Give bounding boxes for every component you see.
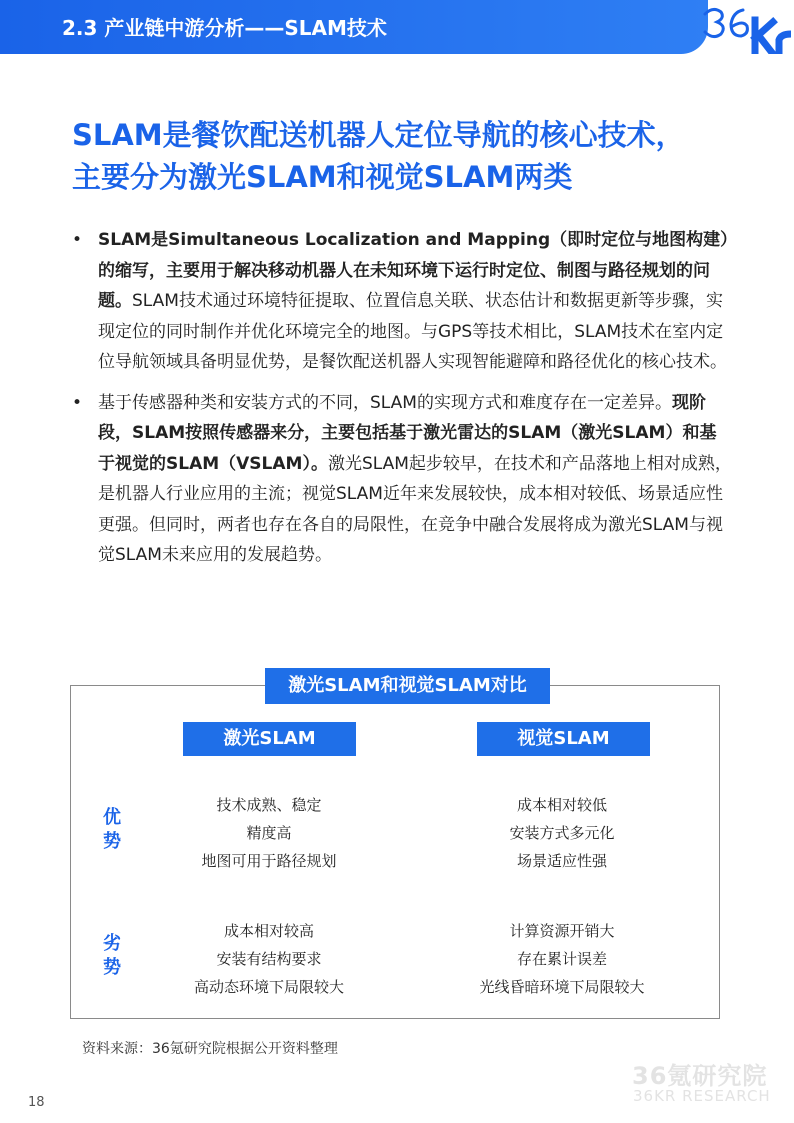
source-note: 资料来源：36氪研究院根据公开资料整理 bbox=[82, 1041, 338, 1057]
list-item: 成本相对较低 bbox=[516, 796, 607, 814]
row-label-advantages bbox=[100, 806, 124, 854]
36kr-logo bbox=[697, 0, 794, 54]
column-header-visual: 视觉SLAM bbox=[477, 722, 650, 756]
row-label-text: 劣势 bbox=[103, 933, 121, 978]
bullet-lead-text: 基于传感器种类和安装方式的不同，SLAM的实现方式和难度存在一定差异。 bbox=[98, 392, 672, 413]
bullet-item bbox=[72, 225, 732, 378]
headline-line-2: 主要分为激光SLAM和视觉SLAM两类 bbox=[72, 160, 573, 194]
page-number: 18 bbox=[28, 1095, 45, 1110]
cell-visual-disadvantages bbox=[447, 917, 677, 1001]
bullet-marker: • bbox=[72, 230, 83, 250]
watermark-cn: 36氪研究院 bbox=[632, 1062, 768, 1090]
bullet-text: SLAM技术通过环境特征提取、位置信息关联、状态估计和数据更新等步骤，实现定位的同时制作并优化环境完全的地图。与GPS等技术相比，SLAM技术在室内定位导航领域具备明显优势，是餐饮配送机器人实现智能避障和路径优化的核心技术。 bbox=[98, 291, 727, 372]
bullet-bold-text: SLAM是Simultaneous Localization and Mapping（即时定位与地图构建）的缩写，主要用于解决移动机器人在未知环境下运行时定位、制图与路径规划的问题。 bbox=[98, 230, 729, 311]
list-item: 地图可用于路径规划 bbox=[201, 852, 337, 870]
cell-visual-advantages bbox=[447, 791, 677, 875]
list-item: 安装方式多元化 bbox=[509, 824, 615, 842]
list-item: 光线昏暗环境下局限较大 bbox=[479, 978, 645, 996]
headline bbox=[72, 114, 752, 198]
row-label-text: 优势 bbox=[103, 807, 121, 852]
cell-laser-advantages bbox=[154, 791, 384, 875]
list-item: 成本相对较高 bbox=[223, 922, 314, 940]
column-header-laser: 激光SLAM bbox=[183, 722, 356, 756]
cell-laser-disadvantages bbox=[154, 917, 384, 1001]
bullet-text: 激光SLAM起步较早，在技术和产品落地上相对成熟，是机器人行业应用的主流；视觉SLAM近年来发展较快，成本相对较低、场景适应性更强。但同时，两者也存在各自的局限性，在竞争中融合发展将成为激光SLAM与视觉SLAM未来应用的发展趋势。 bbox=[98, 453, 732, 565]
row-label-disadvantages bbox=[100, 932, 124, 980]
bullet-bold-text: 现阶段，SLAM按照传感器来分，主要包括基于激光雷达的SLAM（激光SLAM）和基于视觉的SLAM（VSLAM）。 bbox=[98, 392, 717, 474]
list-item: 高动态环境下局限较大 bbox=[193, 978, 344, 996]
comparison-title: 激光SLAM和视觉SLAM对比 bbox=[265, 668, 550, 704]
list-item: 存在累计误差 bbox=[516, 950, 607, 968]
list-item: 精度高 bbox=[246, 824, 292, 842]
bullet-list bbox=[72, 225, 732, 581]
list-item: 安装有结构要求 bbox=[216, 950, 322, 968]
list-item: 技术成熟、稳定 bbox=[216, 796, 322, 814]
bullet-marker: • bbox=[72, 392, 83, 413]
list-item: 场景适应性强 bbox=[516, 852, 607, 870]
section-title: 2.3 产业链中游分析——SLAM技术 bbox=[62, 16, 387, 40]
watermark-en: 36KR RESEARCH bbox=[633, 1087, 771, 1105]
headline-line-1: SLAM是餐饮配送机器人定位导航的核心技术， bbox=[72, 118, 685, 152]
header-bar bbox=[0, 0, 708, 54]
bullet-item bbox=[72, 388, 732, 571]
list-item: 计算资源开销大 bbox=[509, 922, 615, 940]
